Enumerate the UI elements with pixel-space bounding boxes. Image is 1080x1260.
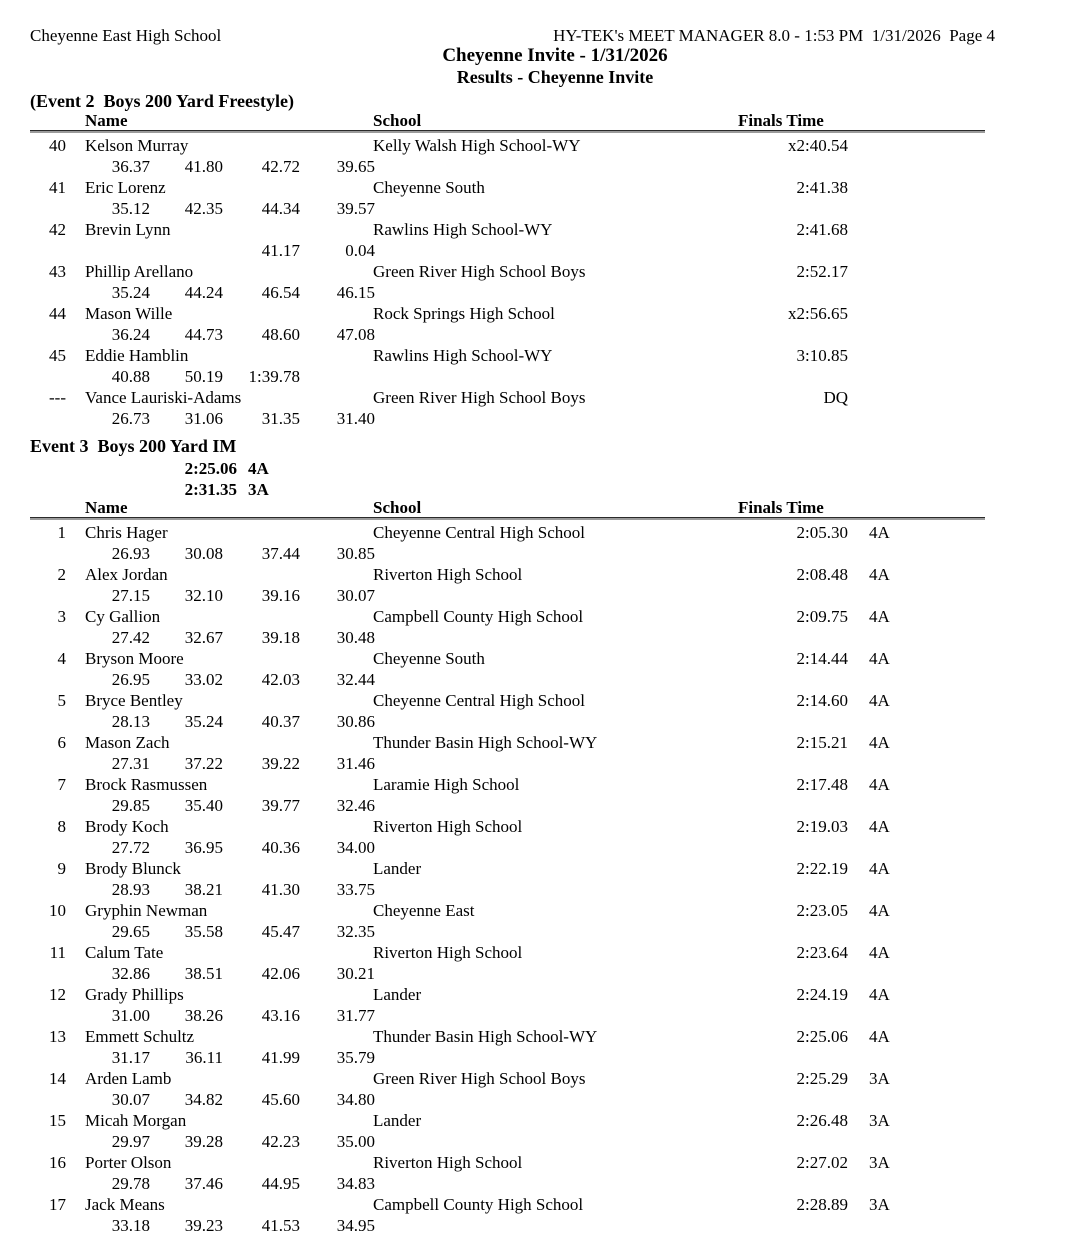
school-name: Thunder Basin High School-WY	[373, 1027, 598, 1046]
result-row	[30, 1194, 985, 1236]
school-name: Lander	[373, 1111, 422, 1130]
splits-line	[30, 366, 985, 387]
qual-division: 4A	[869, 733, 890, 752]
splits-line	[30, 879, 985, 900]
place-rank: 7	[57, 775, 66, 794]
split-3: 48.60	[261, 325, 300, 344]
split-1: 29.78	[111, 1174, 150, 1193]
split-2: 38.26	[184, 1006, 223, 1025]
splits-line	[30, 408, 985, 429]
split-3: 37.44	[261, 544, 300, 563]
swimmer-name: Phillip Arellano	[85, 262, 194, 281]
result-row	[30, 1152, 985, 1194]
school-name: Cheyenne Central High School	[373, 691, 585, 710]
splits-line	[30, 156, 985, 177]
split-3: 45.60	[261, 1090, 300, 1109]
finals-time: x2:40.54	[788, 136, 848, 155]
splits-line	[30, 669, 985, 690]
split-4: 30.07	[336, 586, 375, 605]
result-row	[30, 522, 985, 564]
finals-time: 2:19.03	[796, 817, 848, 836]
finals-time: 2:41.38	[796, 178, 848, 197]
result-row	[30, 942, 985, 984]
splits-line	[30, 1005, 985, 1026]
split-1: 36.24	[111, 325, 150, 344]
split-2: 37.22	[184, 754, 223, 773]
school-name: Lander	[373, 859, 422, 878]
result-row	[30, 606, 985, 648]
swimmer-name: Mason Wille	[85, 304, 173, 323]
split-3: 42.72	[261, 157, 300, 176]
place-rank: 2	[57, 565, 66, 584]
split-3: 39.77	[261, 796, 300, 815]
place-rank: 45	[49, 346, 66, 365]
event2-section	[30, 91, 985, 429]
splits-line	[30, 585, 985, 606]
split-3: 1:39.78	[248, 367, 300, 386]
event3-title: Event 3 Boys 200 Yard IM	[30, 436, 237, 456]
place-rank: 41	[49, 178, 66, 197]
finals-time: 2:24.19	[796, 985, 848, 1004]
split-2: 33.02	[184, 670, 223, 689]
split-2: 38.51	[184, 964, 223, 983]
swimmer-name: Chris Hager	[85, 523, 168, 542]
split-2: 36.11	[185, 1048, 223, 1067]
split-3: 39.22	[261, 754, 300, 773]
finals-time: 2:41.68	[796, 220, 848, 239]
splits-line	[30, 753, 985, 774]
split-1: 30.07	[111, 1090, 150, 1109]
split-2: 35.24	[184, 712, 223, 731]
place-rank: 42	[49, 220, 66, 239]
splits-line	[30, 1173, 985, 1194]
result-row	[30, 303, 985, 345]
split-1: 31.17	[111, 1048, 150, 1067]
event2-column-header	[30, 113, 985, 130]
school-name: Cheyenne South	[373, 649, 485, 668]
splits-line	[30, 1215, 985, 1236]
qual-division: 4A	[869, 859, 890, 878]
split-4: 39.65	[336, 157, 375, 176]
splits-line	[30, 240, 985, 261]
split-3: 46.54	[261, 283, 300, 302]
split-2: 38.21	[184, 880, 223, 899]
split-3: 45.47	[261, 922, 300, 941]
split-3: 41.30	[261, 880, 300, 899]
result-row	[30, 816, 985, 858]
split-4: 32.35	[336, 922, 375, 941]
split-1: 29.97	[111, 1132, 150, 1151]
split-4: 30.86	[336, 712, 375, 731]
swimmer-name: Gryphin Newman	[85, 901, 208, 920]
finals-time: 3:10.85	[796, 346, 848, 365]
place-rank: 15	[49, 1111, 66, 1130]
report-software-stamp: HY-TEK's MEET MANAGER 8.0 - 1:53 PM 1/31/2026 Page 4	[553, 26, 995, 45]
finals-time: 2:08.48	[796, 565, 848, 584]
place-rank: 6	[57, 733, 66, 752]
split-4: 34.00	[336, 838, 375, 857]
split-3: 44.34	[261, 199, 300, 218]
school-name: Riverton High School	[373, 943, 523, 962]
split-4: 32.46	[336, 796, 375, 815]
qual-division: 3A	[869, 1069, 890, 1088]
split-1: 27.72	[111, 838, 150, 857]
place-rank: ---	[49, 388, 66, 407]
qual-division: 4A	[869, 985, 890, 1004]
school-name: Campbell County High School	[373, 1195, 584, 1214]
splits-line	[30, 1047, 985, 1068]
finals-time: 2:25.06	[796, 1027, 848, 1046]
finals-time: 2:17.48	[796, 775, 848, 794]
result-row	[30, 732, 985, 774]
split-3: 42.23	[261, 1132, 300, 1151]
finals-time: 2:25.29	[796, 1069, 848, 1088]
qual-division: 4A	[869, 523, 890, 542]
split-3: 41.53	[261, 1216, 300, 1235]
finals-time: 2:27.02	[796, 1153, 848, 1172]
qual-division: 4A	[869, 901, 890, 920]
school-name: Rawlins High School-WY	[373, 346, 553, 365]
place-rank: 8	[57, 817, 66, 836]
column-header-finals: Finals Time	[738, 498, 824, 517]
swimmer-name: Eric Lorenz	[85, 178, 166, 197]
result-row	[30, 774, 985, 816]
split-4: 31.40	[336, 409, 375, 428]
split-1: 26.95	[111, 670, 150, 689]
splits-line	[30, 282, 985, 303]
place-rank: 44	[49, 304, 66, 323]
swimmer-name: Calum Tate	[85, 943, 164, 962]
split-1: 33.18	[111, 1216, 150, 1235]
split-4: 30.21	[336, 964, 375, 983]
split-4: 34.83	[336, 1174, 375, 1193]
school-name: Cheyenne East	[373, 901, 475, 920]
school-name: Rawlins High School-WY	[373, 220, 553, 239]
split-4: 32.44	[336, 670, 375, 689]
standard-time: 2:31.35	[184, 480, 237, 499]
swimmer-name: Brock Rasmussen	[85, 775, 208, 794]
school-name: Thunder Basin High School-WY	[373, 733, 598, 752]
place-rank: 43	[49, 262, 66, 281]
qual-division: 4A	[869, 943, 890, 962]
place-rank: 14	[49, 1069, 66, 1088]
result-row	[30, 1068, 985, 1110]
place-rank: 5	[57, 691, 66, 710]
splits-line	[30, 324, 985, 345]
swimmer-name: Vance Lauriski-Adams	[85, 388, 242, 407]
result-row	[30, 858, 985, 900]
result-row	[30, 387, 985, 429]
place-rank: 16	[49, 1153, 66, 1172]
swimmer-name: Grady Phillips	[85, 985, 184, 1004]
column-header-name: Name	[85, 111, 128, 130]
splits-line	[30, 543, 985, 564]
split-3: 39.18	[261, 628, 300, 647]
report-host-school: Cheyenne East High School	[30, 26, 222, 45]
qual-division: 4A	[869, 565, 890, 584]
place-rank: 4	[57, 649, 66, 668]
splits-line	[30, 627, 985, 648]
qual-division: 4A	[869, 817, 890, 836]
finals-time: DQ	[823, 388, 848, 407]
result-row	[30, 1110, 985, 1152]
column-header-name: Name	[85, 498, 128, 517]
split-3: 42.03	[261, 670, 300, 689]
school-name: Green River High School Boys	[373, 262, 586, 281]
swimmer-name: Kelson Murray	[85, 136, 189, 155]
place-rank: 9	[57, 859, 66, 878]
split-3: 39.16	[261, 586, 300, 605]
split-3: 40.37	[261, 712, 300, 731]
split-2: 35.58	[184, 922, 223, 941]
result-row	[30, 345, 985, 387]
split-2: 32.67	[184, 628, 223, 647]
splits-line	[30, 921, 985, 942]
split-1: 27.31	[111, 754, 150, 773]
swimmer-name: Micah Morgan	[85, 1111, 187, 1130]
split-4: 39.57	[336, 199, 375, 218]
qual-division: 4A	[869, 1027, 890, 1046]
splits-line	[30, 711, 985, 732]
split-3: 42.06	[261, 964, 300, 983]
result-row	[30, 219, 985, 261]
split-3: 31.35	[261, 409, 300, 428]
swimmer-name: Brody Blunck	[85, 859, 181, 878]
split-1: 28.93	[111, 880, 150, 899]
split-4: 30.85	[336, 544, 375, 563]
qualifying-standard-line	[30, 458, 985, 479]
split-1: 28.13	[111, 712, 150, 731]
finals-time: 2:28.89	[796, 1195, 848, 1214]
finals-time: 2:05.30	[796, 523, 848, 542]
place-rank: 13	[49, 1027, 66, 1046]
qualifying-standard-line	[30, 479, 985, 500]
split-4: 35.00	[336, 1132, 375, 1151]
school-name: Campbell County High School	[373, 607, 584, 626]
school-name: Rock Springs High School	[373, 304, 555, 323]
place-rank: 1	[57, 523, 66, 542]
qual-division: 4A	[869, 607, 890, 626]
school-name: Laramie High School	[373, 775, 520, 794]
event2-title: (Event 2 Boys 200 Yard Freestyle)	[30, 91, 294, 111]
qual-division: 3A	[869, 1195, 890, 1214]
column-header-finals: Finals Time	[738, 111, 824, 130]
header-rule	[30, 130, 985, 133]
split-2: 42.35	[184, 199, 223, 218]
finals-time: 2:22.19	[796, 859, 848, 878]
result-row	[30, 1026, 985, 1068]
split-2: 41.80	[184, 157, 223, 176]
result-row	[30, 261, 985, 303]
column-header-school: School	[373, 111, 422, 130]
swimmer-name: Brody Koch	[85, 817, 169, 836]
swimmer-name: Brevin Lynn	[85, 220, 171, 239]
finals-time: 2:23.05	[796, 901, 848, 920]
split-1: 29.85	[111, 796, 150, 815]
place-rank: 12	[49, 985, 66, 1004]
split-1: 26.93	[111, 544, 150, 563]
school-name: Riverton High School	[373, 565, 523, 584]
split-1: 40.88	[111, 367, 150, 386]
splits-line	[30, 198, 985, 219]
split-1: 27.15	[111, 586, 150, 605]
finals-time: 2:26.48	[796, 1111, 848, 1130]
swimmer-name: Arden Lamb	[85, 1069, 172, 1088]
split-2: 44.24	[184, 283, 223, 302]
swimmer-name: Cy Gallion	[85, 607, 161, 626]
split-2: 39.23	[184, 1216, 223, 1235]
school-name: Cheyenne South	[373, 178, 485, 197]
event3-column-header	[30, 500, 985, 517]
swimmer-name: Alex Jordan	[85, 565, 168, 584]
qual-division: 4A	[869, 691, 890, 710]
school-name: Kelly Walsh High School-WY	[373, 136, 581, 155]
event2-rows	[30, 135, 985, 429]
finals-time: 2:09.75	[796, 607, 848, 626]
qual-division: 3A	[869, 1153, 890, 1172]
split-2: 30.08	[184, 544, 223, 563]
school-name: Riverton High School	[373, 817, 523, 836]
split-2: 50.19	[184, 367, 223, 386]
column-header-school: School	[373, 498, 422, 517]
result-row	[30, 564, 985, 606]
school-name: Green River High School Boys	[373, 1069, 586, 1088]
header-rule	[30, 517, 985, 520]
split-1: 31.00	[111, 1006, 150, 1025]
place-rank: 10	[49, 901, 66, 920]
split-2: 37.46	[184, 1174, 223, 1193]
split-4: 34.80	[336, 1090, 375, 1109]
splits-line	[30, 1089, 985, 1110]
swimmer-name: Emmett Schultz	[85, 1027, 195, 1046]
split-4: 46.15	[336, 283, 375, 302]
school-name: Cheyenne Central High School	[373, 523, 585, 542]
finals-time: 2:15.21	[796, 733, 848, 752]
result-row	[30, 135, 985, 177]
result-row	[30, 648, 985, 690]
standard-time: 2:25.06	[184, 459, 237, 478]
split-3: 41.17	[261, 241, 300, 260]
event3-rows	[30, 522, 985, 1236]
result-row	[30, 900, 985, 942]
place-rank: 17	[49, 1195, 66, 1214]
qual-division: 4A	[869, 775, 890, 794]
qual-division: 4A	[869, 649, 890, 668]
qualifying-standards	[30, 458, 985, 500]
standard-division: 4A	[248, 459, 269, 478]
split-3: 44.95	[261, 1174, 300, 1193]
school-name: Green River High School Boys	[373, 388, 586, 407]
standard-division: 3A	[248, 480, 269, 499]
split-3: 40.36	[261, 838, 300, 857]
school-name: Riverton High School	[373, 1153, 523, 1172]
place-rank: 11	[49, 943, 66, 962]
split-3: 43.16	[261, 1006, 300, 1025]
place-rank: 40	[49, 136, 66, 155]
splits-line	[30, 963, 985, 984]
split-2: 34.82	[184, 1090, 223, 1109]
splits-line	[30, 1131, 985, 1152]
swimmer-name: Mason Zach	[85, 733, 170, 752]
split-1: 27.42	[111, 628, 150, 647]
split-4: 0.04	[345, 241, 375, 260]
swimmer-name: Eddie Hamblin	[85, 346, 189, 365]
split-2: 32.10	[184, 586, 223, 605]
split-4: 33.75	[336, 880, 375, 899]
split-2: 36.95	[184, 838, 223, 857]
result-row	[30, 984, 985, 1026]
split-1: 35.12	[111, 199, 150, 218]
finals-time: 2:52.17	[796, 262, 848, 281]
split-4: 31.77	[336, 1006, 375, 1025]
split-4: 31.46	[336, 754, 375, 773]
split-4: 47.08	[336, 325, 375, 344]
split-2: 44.73	[184, 325, 223, 344]
swimmer-name: Jack Means	[85, 1195, 165, 1214]
result-row	[30, 690, 985, 732]
swimmer-name: Porter Olson	[85, 1153, 172, 1172]
split-2: 31.06	[184, 409, 223, 428]
split-1: 26.73	[111, 409, 150, 428]
finals-time: 2:14.44	[796, 649, 848, 668]
split-4: 35.79	[336, 1048, 375, 1067]
school-name: Lander	[373, 985, 422, 1004]
split-1: 29.65	[111, 922, 150, 941]
split-4: 30.48	[336, 628, 375, 647]
swimmer-name: Bryson Moore	[85, 649, 184, 668]
meet-title: Cheyenne Invite - 1/31/2026	[442, 45, 668, 66]
swimmer-name: Bryce Bentley	[85, 691, 183, 710]
split-1: 36.37	[111, 157, 150, 176]
split-3: 41.99	[261, 1048, 300, 1067]
split-2: 39.28	[184, 1132, 223, 1151]
finals-time: x2:56.65	[788, 304, 848, 323]
result-row	[30, 177, 985, 219]
results-subtitle: Results - Cheyenne Invite	[456, 67, 654, 87]
split-1: 35.24	[111, 283, 150, 302]
finals-time: 2:14.60	[796, 691, 848, 710]
split-1: 32.86	[111, 964, 150, 983]
event3-section	[30, 436, 985, 1236]
qual-division: 3A	[869, 1111, 890, 1130]
split-2: 35.40	[184, 796, 223, 815]
finals-time: 2:23.64	[796, 943, 848, 962]
splits-line	[30, 795, 985, 816]
place-rank: 3	[57, 607, 66, 626]
split-4: 34.95	[336, 1216, 375, 1235]
splits-line	[30, 837, 985, 858]
